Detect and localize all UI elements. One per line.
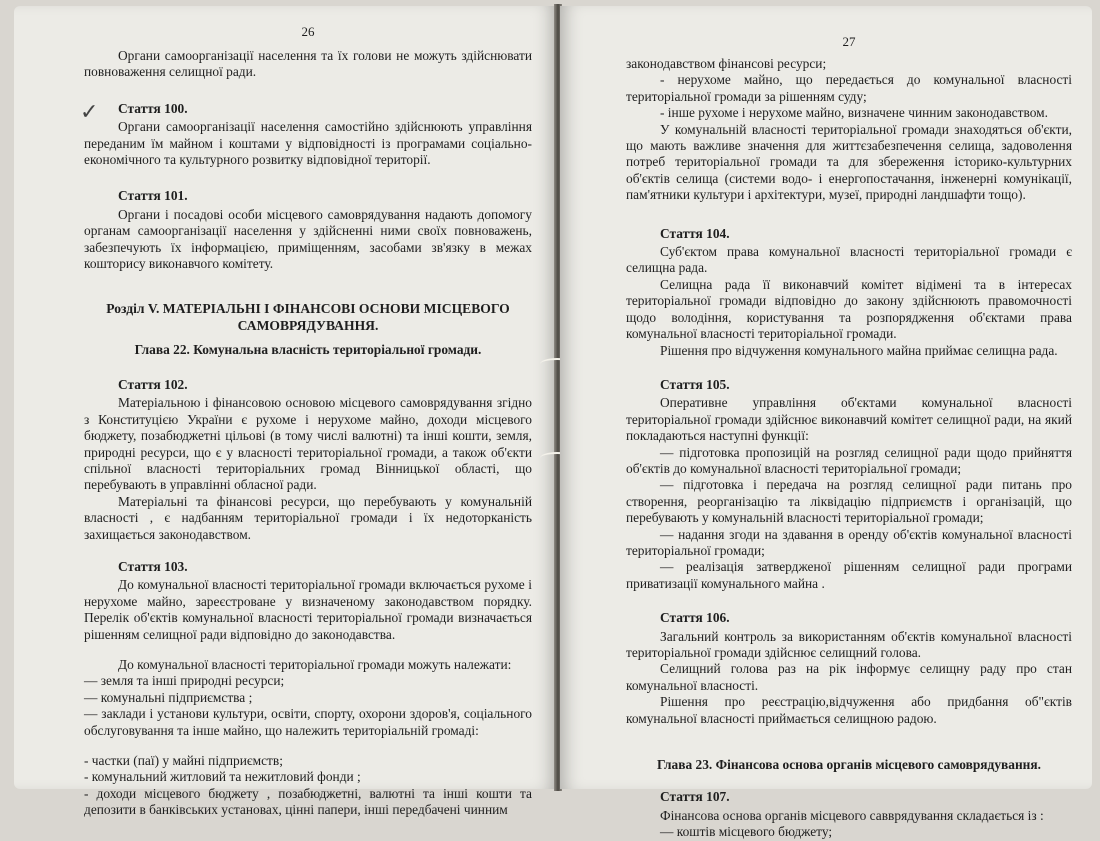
paragraph: Матеріальною і фінансовою основою місцевого самоврядування згідно з Конституцією України є рухоме і нерухоме майно, доходи місцевого бюджету, позабюджетні цільові (в тому числі валютні) та інші кошти, земля, природні ресурси, що є у власності територіальної громади, а також об'єкти спільної власності територіальних громад Вінницької області, що перебувають в управлінні обласної ради. bbox=[84, 395, 532, 493]
page-number-right: 27 bbox=[842, 34, 856, 49]
paragraph: Органи самоорганізації населення та їх голови не можуть здійснювати повноваження селищної ради. bbox=[84, 48, 532, 80]
paragraph: Оперативне управління об'єктами комунальної власності територіальної громади здійснює виконавчий комітет селищної ради, на який покладаються наступні функції: bbox=[626, 395, 1072, 444]
article-title-104: Стаття 104. bbox=[660, 225, 730, 241]
list-item: — заклади і установи культури, освіти, спорту, охорони здоров'я, соціального обслуговування та інше майно, що належить територіальній громаді: bbox=[84, 706, 532, 738]
paragraph: законодавством фінансові ресурси; bbox=[626, 56, 827, 71]
right-page bbox=[560, 6, 1092, 840]
article-title-101: Стаття 101. bbox=[118, 188, 188, 204]
paragraph: До комунальної власності територіальної громади можуть належати: bbox=[118, 656, 512, 672]
list-item: — реалізація затвердженої рішенням селищної ради програми приватизації комунального майна . bbox=[626, 559, 1072, 591]
list-item: — підготовка і передача на розгляд селищної ради питань про створення, реорганізацію та ліквідацію підприємств і організацій, що перебувають у комунальній власності територіальної громади; bbox=[626, 477, 1072, 526]
list-item: - нерухоме майно, що передається до комунальної власності територіальної громади за рішенням суду; bbox=[626, 72, 1072, 104]
paragraph: Органи самоорганізації населення самостійно здійснюють управління переданим їм майном і коштами у відповідності із програмами соціально-економічного та культурного розвитку відповідної території. bbox=[84, 119, 532, 168]
list-item: - доходи місцевого бюджету , позабюджетні, валютні та інші кошти та депозити в банківських установах, цінні папери, інші передбачені чинним bbox=[84, 785, 532, 818]
article-title-102: Стаття 102. bbox=[118, 376, 188, 392]
article-title-107: Стаття 107. bbox=[660, 789, 730, 805]
list-item: — коштів місцевого бюджету; bbox=[660, 824, 833, 840]
check-mark-icon: ✓ bbox=[80, 100, 99, 125]
paragraph: Суб'єктом права комунальної власності територіальної громади є селищна рада. bbox=[626, 244, 1072, 276]
list-item: — надання згоди на здавання в оренду об'єктів комунальної власності територіальної громади; bbox=[626, 526, 1072, 558]
paragraph: Селищний голова раз на рік інформує селищну раду про стан комунальної власності. bbox=[626, 661, 1072, 693]
paragraph: Селищна рада її виконавчий комітет відімені та в інтересах територіальної громади відповідно до закону здійснюють правомочності щодо володіння, користування та розпорядження об'єктами права комунальної власності територіальної громади. bbox=[626, 276, 1072, 342]
list-item: - частки (паї) у майні підприємств; bbox=[84, 753, 283, 768]
list-item: — підготовка пропозицій на розгляд селищної ради щодо прийняття об'єктів до комунальної власності територіальної громади; bbox=[626, 444, 1072, 476]
paragraph: У комунальній власності територіальної громади знаходяться об'єкти, що мають важливе значення для життєзабезпечення селища, задоволення потреб територіальної громади та для збереження історико-культурних об'єктів селища (системи водо- і енергопостачання, інженерні комунікації, пам'ятники культури і архітектури, музеї, природні ландшафти тощо). bbox=[626, 121, 1072, 203]
article-title-106: Стаття 106. bbox=[660, 610, 730, 626]
chapter-title-22: Глава 22. Комунальна власність територіальної громади. bbox=[134, 342, 482, 358]
paragraph: Органи і посадові особи місцевого самоврядування надають допомогу органам самоорганізації населення у здійсненні ними своїх повноважень, забезпечують їх інформацією, приміщенням, засобами зв'язку в межах кошторису виконавчого комітету. bbox=[84, 206, 532, 272]
list-item: — земля та інші природні ресурси; bbox=[84, 673, 285, 689]
section-title: Розділ V. МАТЕРІАЛЬНІ І ФІНАНСОВІ ОСНОВИ МІСЦЕВОГО САМОВРЯДУВАННЯ. bbox=[106, 301, 510, 334]
article-title-100: Стаття 100. bbox=[118, 100, 188, 116]
paragraph: Рішення про реєстрацію,відчуження або придбання об"єктів комунальної власності приймається селищною радою. bbox=[626, 694, 1072, 726]
chapter-title-23: Глава 23. Фінансова основа органів місцевого самоврядування. bbox=[657, 757, 1041, 773]
article-title-103: Стаття 103. bbox=[118, 558, 188, 574]
list-item: — комунальні підприємства ; bbox=[84, 689, 253, 705]
paragraph: Матеріальні та фінансові ресурси, що перебувають у комунальній власності , є надбанням територіальної громади і їх недоторканість захищається законодавством. bbox=[84, 493, 532, 542]
paragraph: Загальний контроль за використанням об'єктів комунальної власності територіальної громади здійснює селищний голова. bbox=[626, 628, 1072, 660]
list-item: - інше рухоме і нерухоме майно, визначене чинним законодавством. bbox=[660, 105, 1048, 121]
page-number-left: 26 bbox=[301, 24, 315, 39]
list-item: - комунальний житловий та нежитловий фонди ; bbox=[84, 769, 361, 785]
left-page bbox=[14, 6, 556, 818]
paragraph: Рішення про відчуження комунального майна приймає селищна рада. bbox=[660, 342, 1058, 358]
paragraph: До комунальної власності територіальної громади включається рухоме і нерухоме майно, зареєстроване у визначеному законодавством порядку. Перелік об'єктів комунальної власності територіальної громади визначається рішенням селищної ради відповідно до законодавства. bbox=[84, 577, 532, 642]
article-title-105: Стаття 105. bbox=[660, 376, 730, 392]
paragraph: Фінансова основа органів місцевого савврядування складається із : bbox=[660, 807, 1044, 823]
